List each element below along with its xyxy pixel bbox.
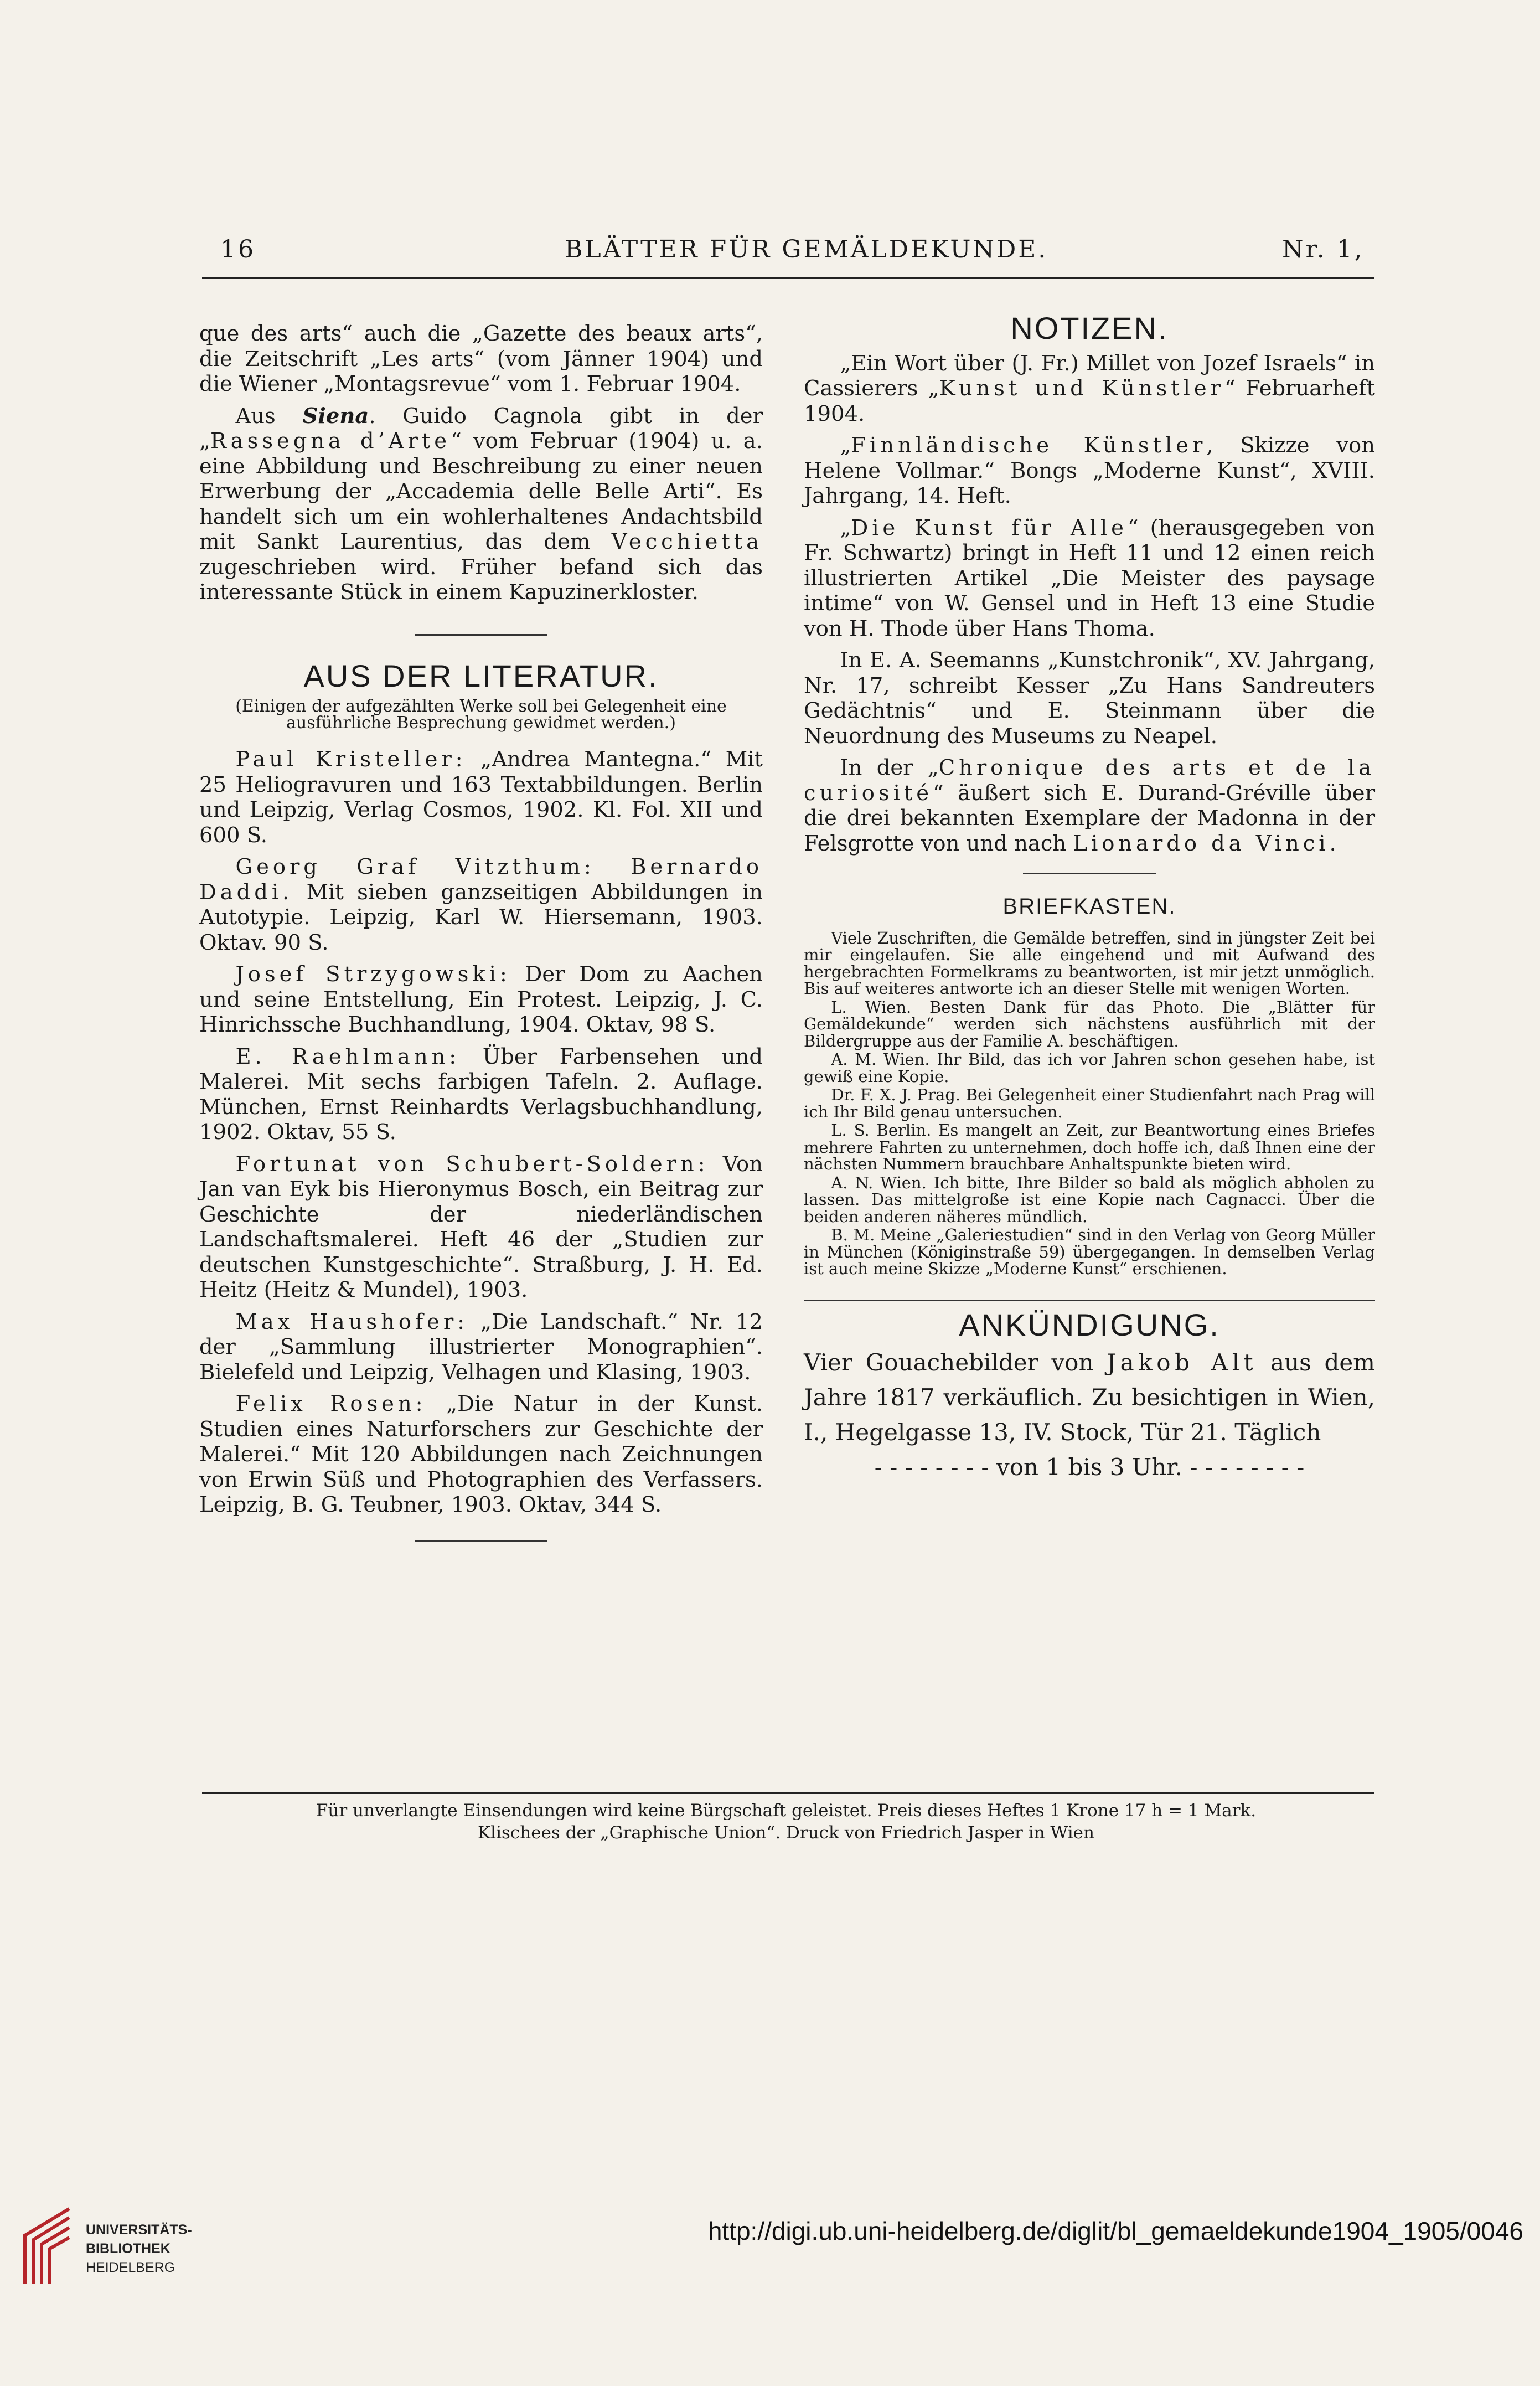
- notice: [804, 351, 1375, 427]
- paragraph-siena: [199, 404, 763, 605]
- text-run: , Skizze von Helene Vollmar.“ Bongs „Moderne Kunst“, XVIII. Jahrgang, 14. Heft.: [804, 433, 1375, 508]
- right-column: [804, 310, 1375, 1485]
- text-run: .: [1329, 831, 1336, 856]
- announcement-body: [804, 1345, 1375, 1450]
- literature-note: (Einigen der aufgezählten Werke soll bei Gelegenheit eine ausführliche Besprechung gewidmet werden.): [235, 697, 727, 733]
- announcement-heading: ANKÜNDIGUNG.: [959, 1307, 1220, 1342]
- text-run: “ (herausgegeben von Fr. Schwartz) bringt in Heft 11 und 12 einen reich illustrierten Artikel „Die Meister des paysage intime“ von W. Gensel und in Heft 13 eine Studie von H. Thode über Hans Thoma.: [804, 515, 1375, 641]
- artist-name: Lionardo da Vinci: [1073, 831, 1330, 856]
- footer-rule: [202, 1792, 1374, 1794]
- paragraph-gazette: que des arts“ auch die „Gazette des beaux arts“, die Zeitschrift „Les arts“ (vom Jänner 1904) und die Wiener „Montagsrevue“ vom 1. Februar 1904.: [199, 321, 763, 396]
- footer: [188, 1800, 1384, 1844]
- entry-author: Georg Graf Vitzthum: Bernardo Daddi.: [199, 854, 763, 905]
- literature-heading: AUS DER LITERATUR.: [303, 658, 659, 693]
- header-rule: [202, 277, 1374, 279]
- text-run: „Ein Wort über (J. Fr.) Millet von Jozef Israels“ in Cassierers „: [804, 351, 1375, 401]
- library-logo-icon: [17, 2207, 80, 2290]
- briefkasten-body: [804, 930, 1375, 1277]
- text-run: aus dem Jahre 1817 verkäuflich. Zu besichtigen in Wien, I., Hegelgasse 13, IV. Stock, Tür 21. Täglich: [804, 1349, 1376, 1446]
- letter-reply: L. Wien. Besten Dank für das Photo. Die „Blätter für Gemäldekunde“ werden sich nächstens ausführlich mit der Bildergruppe aus der Familie A. beschäftigen.: [804, 997, 1375, 1050]
- briefkasten-heading: BRIEFKASTEN.: [1002, 894, 1176, 919]
- notice: [804, 516, 1375, 642]
- journal-rassegna: Rassegna d’Arte: [210, 429, 451, 454]
- ornament: - - - - - - - -: [1190, 1454, 1305, 1481]
- text-run: zugeschrieben wird. Früher befand sich das interessante Stück in einem Kapuzinerkloster.: [199, 554, 763, 605]
- entry-author: Felix Rosen:: [235, 1392, 427, 1416]
- text-run: „: [840, 515, 851, 540]
- text-run: “ äußert sich E. Durand-Gréville über die drei bekannten Exemplare der Madonna in der Felsgrotte von und nach: [804, 780, 1375, 856]
- letter-reply: L. S. Berlin. Es mangelt an Zeit, zur Beantwortung eines Briefes mehrere Fahrten zu unternehmen, doch hoffe ich, daß Ihnen eine der nächsten Nummern brauchbare Anhaltspunkte bieten wird.: [804, 1121, 1375, 1173]
- artist-vecchietta: Vecchietta: [611, 529, 763, 554]
- section-divider: [1023, 873, 1156, 874]
- footer-line: Für unverlangte Einsendungen wird keine Bürgschaft geleistet. Preis dieses Heftes 1 Krone 17 h = 1 Mark.: [316, 1801, 1257, 1821]
- text-run: Vier Gouachebilder von: [804, 1349, 1107, 1376]
- source-url[interactable]: http://digi.ub.uni-heidelberg.de/diglit/bl_gemaeldekunde1904_1905/0046: [707, 2217, 1523, 2245]
- section-rule: [804, 1300, 1375, 1301]
- literature-entry: [199, 1392, 763, 1518]
- text-run: “ Februarheft 1904.: [804, 376, 1375, 426]
- literature-entry: [199, 962, 763, 1038]
- journal-name: Chronique des arts et de la curiosité: [804, 755, 1375, 806]
- entry-author: E. Raehlmann:: [235, 1044, 461, 1069]
- entry-text: „Die Landschaft.“ Nr. 12 der „Sammlung illustrierter Monographien“. Bielefeld und Leipzig, Velhagen und Klasing, 1903.: [199, 1309, 763, 1385]
- literature-entry: [199, 1044, 763, 1145]
- notice: [804, 433, 1375, 509]
- announcement-time: [804, 1450, 1375, 1485]
- section-divider: [415, 1540, 547, 1542]
- literature-entry: [199, 854, 763, 955]
- text-run: . Guido Cagnola gibt in der „: [199, 403, 763, 454]
- text-run: „: [840, 433, 851, 458]
- section-divider: [415, 634, 547, 636]
- entry-author: Josef Strzygowski:: [235, 962, 511, 987]
- entry-text: Von Jan van Eyk bis Hieronymus Bosch, ein Beitrag zur Geschichte der niederländischen Landschaftsmalerei. Heft 46 der „Studien zur deutschen Kunstgeschichte“. Straßburg, J. H. Ed. Heitz (Heitz & Mundel), 1903.: [199, 1151, 763, 1302]
- text-run: In der „: [840, 755, 939, 780]
- letter-reply: A. N. Wien. Ich bitte, Ihre Bilder so bald als möglich abholen zu lassen. Das mittelgroße ist eine Kopie nach Cagnacci. Über die beiden anderen näheres mündlich.: [804, 1173, 1375, 1226]
- letter-reply: B. M. Meine „Galeriestudien“ sind in den Verlag von Georg Müller in München (Königinstraße 59) übergegangen. In demselben Verlag ist auch meine Skizze „Moderne Kunst“ erschienen.: [804, 1225, 1375, 1278]
- entry-text: Der Dom zu Aachen und seine Entstellung, Ein Protest. Leipzig, J. C. Hinrichssche Buchhandlung, 1904. Oktav, 98 S.: [199, 962, 763, 1037]
- entry-text: „Andrea Mantegna.“ Mit 25 Heliogravuren und 163 Textabbildungen. Berlin und Leipzig, Verlag Cosmos, 1902. Kl. Fol. XII und 600 S.: [199, 747, 763, 848]
- notizen-heading: NOTIZEN.: [1010, 311, 1169, 346]
- page-number: 16: [220, 235, 256, 264]
- text-run: “ vom Februar (1904) u. a. eine Abbildung und Beschreibung zu einer neuen Erwerbung der „Accademia delle Belle Arti“. Es handelt sich um ein wohlerhaltenes Andachtsbild mit Sankt Laurentius, das dem: [199, 429, 763, 554]
- notice: In E. A. Seemanns „Kunstchronik“, XV. Jahrgang, Nr. 17, schreibt Kesser „Zu Hans Sandreuters Gedächtnis“ und E. Steinmann über die Neuordnung des Museums zu Neapel.: [804, 648, 1375, 749]
- journal-name: Die Kunst für Alle: [851, 515, 1128, 540]
- literature-entry: [199, 1152, 763, 1303]
- entry-text: „Die Natur in der Kunst. Studien eines Naturforschers zur Geschichte der Malerei.“ Mit 120 Abbildungen nach Zeichnungen von Erwin Süß und Photographien des Verfassers. Leipzig, B. G. Teubner, 1903. Oktav, 344 S.: [199, 1392, 763, 1517]
- entry-author: Paul Kristeller:: [235, 747, 467, 772]
- text-run: Aus: [235, 403, 303, 429]
- left-column: [199, 321, 763, 1542]
- issue-number: Nr. 1,: [1282, 235, 1365, 264]
- footer-line: Klischees der „Graphische Union“. Druck von Friedrich Jasper in Wien: [478, 1823, 1094, 1843]
- article-title: Finnländische Künstler: [851, 433, 1207, 458]
- entry-author: Max Haushofer:: [235, 1309, 469, 1334]
- letter-reply: Dr. F. X. J. Prag. Bei Gelegenheit einer Studienfahrt nach Prag will ich Ihr Bild genau untersuchen.: [804, 1085, 1375, 1121]
- entry-author: Fortunat von Schubert-Soldern:: [235, 1151, 709, 1177]
- letter-reply: A. M. Wien. Ihr Bild, das ich vor Jahren schon gesehen habe, ist gewiß eine Kopie.: [804, 1050, 1375, 1086]
- literature-entry: [199, 1310, 763, 1385]
- journal-name: Kunst und Künstler: [939, 376, 1224, 401]
- library-name-line: UNIVERSITÄTS-: [86, 2222, 192, 2238]
- library-name: [86, 2220, 192, 2277]
- library-name-line: BIBLIOTHEK: [86, 2241, 170, 2256]
- artist-name: Jakob Alt: [1107, 1349, 1258, 1376]
- ornament: - - - - - - - -: [874, 1454, 989, 1481]
- library-name-line: HEIDELBERG: [86, 2260, 175, 2275]
- notice: [804, 755, 1375, 856]
- journal-title: BLÄTTER FÜR GEMÄLDEKUNDE.: [565, 235, 1048, 264]
- text-run: von 1 bis 3 Uhr.: [996, 1454, 1183, 1481]
- letter-reply: Viele Zuschriften, die Gemälde betreffen, sind in jüngster Zeit bei mir eingelaufen. Sie alle eingehend und mit Aufwand des hergebrachten Formelkrams zu beantworten, ist mir jetzt unmöglich. Bis auf weiteres antworte ich an dieser Stelle mit wenigen Worten.: [804, 928, 1375, 998]
- place-siena: Siena: [302, 403, 369, 429]
- entry-text: Mit sieben ganzseitigen Abbildungen in Autotypie. Leipzig, Karl W. Hiersemann, 1903. Oktav. 90 S.: [199, 879, 763, 955]
- entry-text: Über Farbensehen und Malerei. Mit sechs farbigen Tafeln. 2. Auflage. München, Ernst Reinhardts Verlagsbuchhandlung, 1902. Oktav, 55 S.: [199, 1044, 763, 1145]
- literature-entry: [199, 747, 763, 848]
